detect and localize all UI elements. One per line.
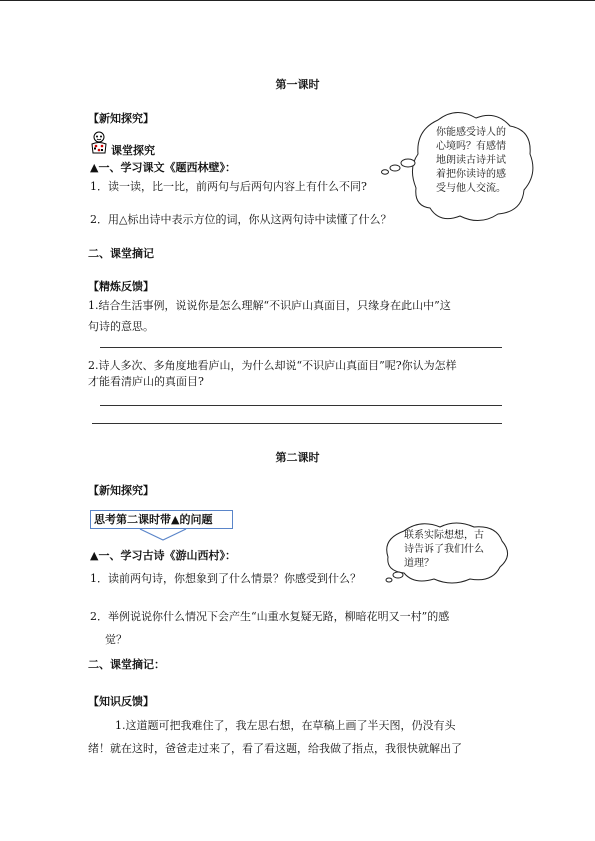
- think-note-box: 思考第二课时带▲的问题: [90, 510, 233, 529]
- lesson1-study-heading: ▲一、学习课文《题西林壁》：: [90, 161, 236, 174]
- thought-cloud-1: [378, 108, 538, 226]
- feedback-question-2-line2: 才能看清庐山的真面目?: [88, 375, 204, 388]
- lesson2-question-2-line1: 2．举例说说你什么情况下会产生“山重水复疑无路，柳暗花明又一村”的感: [90, 610, 450, 623]
- answer-line: [92, 423, 502, 424]
- lesson2-study-heading: ▲一、学习古诗《游山西村》：: [90, 549, 236, 562]
- lesson2-feedback-heading: 【知识反馈】: [88, 695, 154, 708]
- lesson1-new-knowledge-heading: 【新知探究】: [88, 112, 154, 125]
- answer-line: [100, 347, 502, 348]
- answer-line: [100, 405, 502, 406]
- down-arrow-icon: [139, 528, 187, 542]
- lesson1-feedback-heading: 【精炼反馈】: [88, 280, 154, 293]
- feedback-paragraph-line1: 1.这道题可把我难住了，我左思右想，在草稿上画了半天图，仍没有头: [115, 719, 456, 732]
- thought-cloud-2: [380, 521, 510, 585]
- lesson1-title: 第一课时: [275, 78, 320, 91]
- feedback-question-2-line1: 2.诗人多次、多角度地看庐山，为什么却说“不识庐山真面目”呢?你认为怎样: [88, 359, 457, 372]
- lesson2-notes-heading: 二、课堂摘记：: [88, 658, 165, 671]
- feedback-paragraph-line2: 绪！就在这时，爸爸走过来了，看了看这题，给我做了指点，我很快就解出了: [88, 742, 462, 755]
- lesson1-question-2: 2．用△标出诗中表示方位的词，你从这两句诗中读懂了什么？: [90, 213, 392, 226]
- class-explore-label: 课堂探究: [111, 144, 155, 157]
- lesson1-question-1: 1．读一读，比一比，前两句与后两句内容上有什么不同?: [90, 180, 367, 193]
- thought-cloud-2-text: 联系实际想想，古诗告诉了我们什么道理？: [404, 530, 484, 569]
- thought-cloud-1-text: 你能感受诗人的心境吗？有感情地朗读古诗并试着把你读诗的感受与他人交流。: [436, 127, 506, 194]
- lesson1-notes-heading: 二、课堂摘记: [88, 247, 154, 260]
- feedback-question-1-line2: 句诗的意思。: [88, 320, 154, 333]
- lesson2-new-knowledge-heading: 【新知探究】: [88, 484, 154, 497]
- lesson2-title: 第二课时: [275, 451, 320, 464]
- page-top-rule: [0, 0, 595, 1]
- lesson2-question-1: 1．读前两句诗，你想象到了什么情景？你感受到什么？: [90, 572, 361, 585]
- feedback-question-1-line1: 1.结合生活事例，说说你是怎么理解“不识庐山真面目，只缘身在此山中”这: [88, 299, 451, 312]
- student-icon: [88, 131, 110, 155]
- lesson2-question-2-line2: 觉？: [105, 633, 127, 646]
